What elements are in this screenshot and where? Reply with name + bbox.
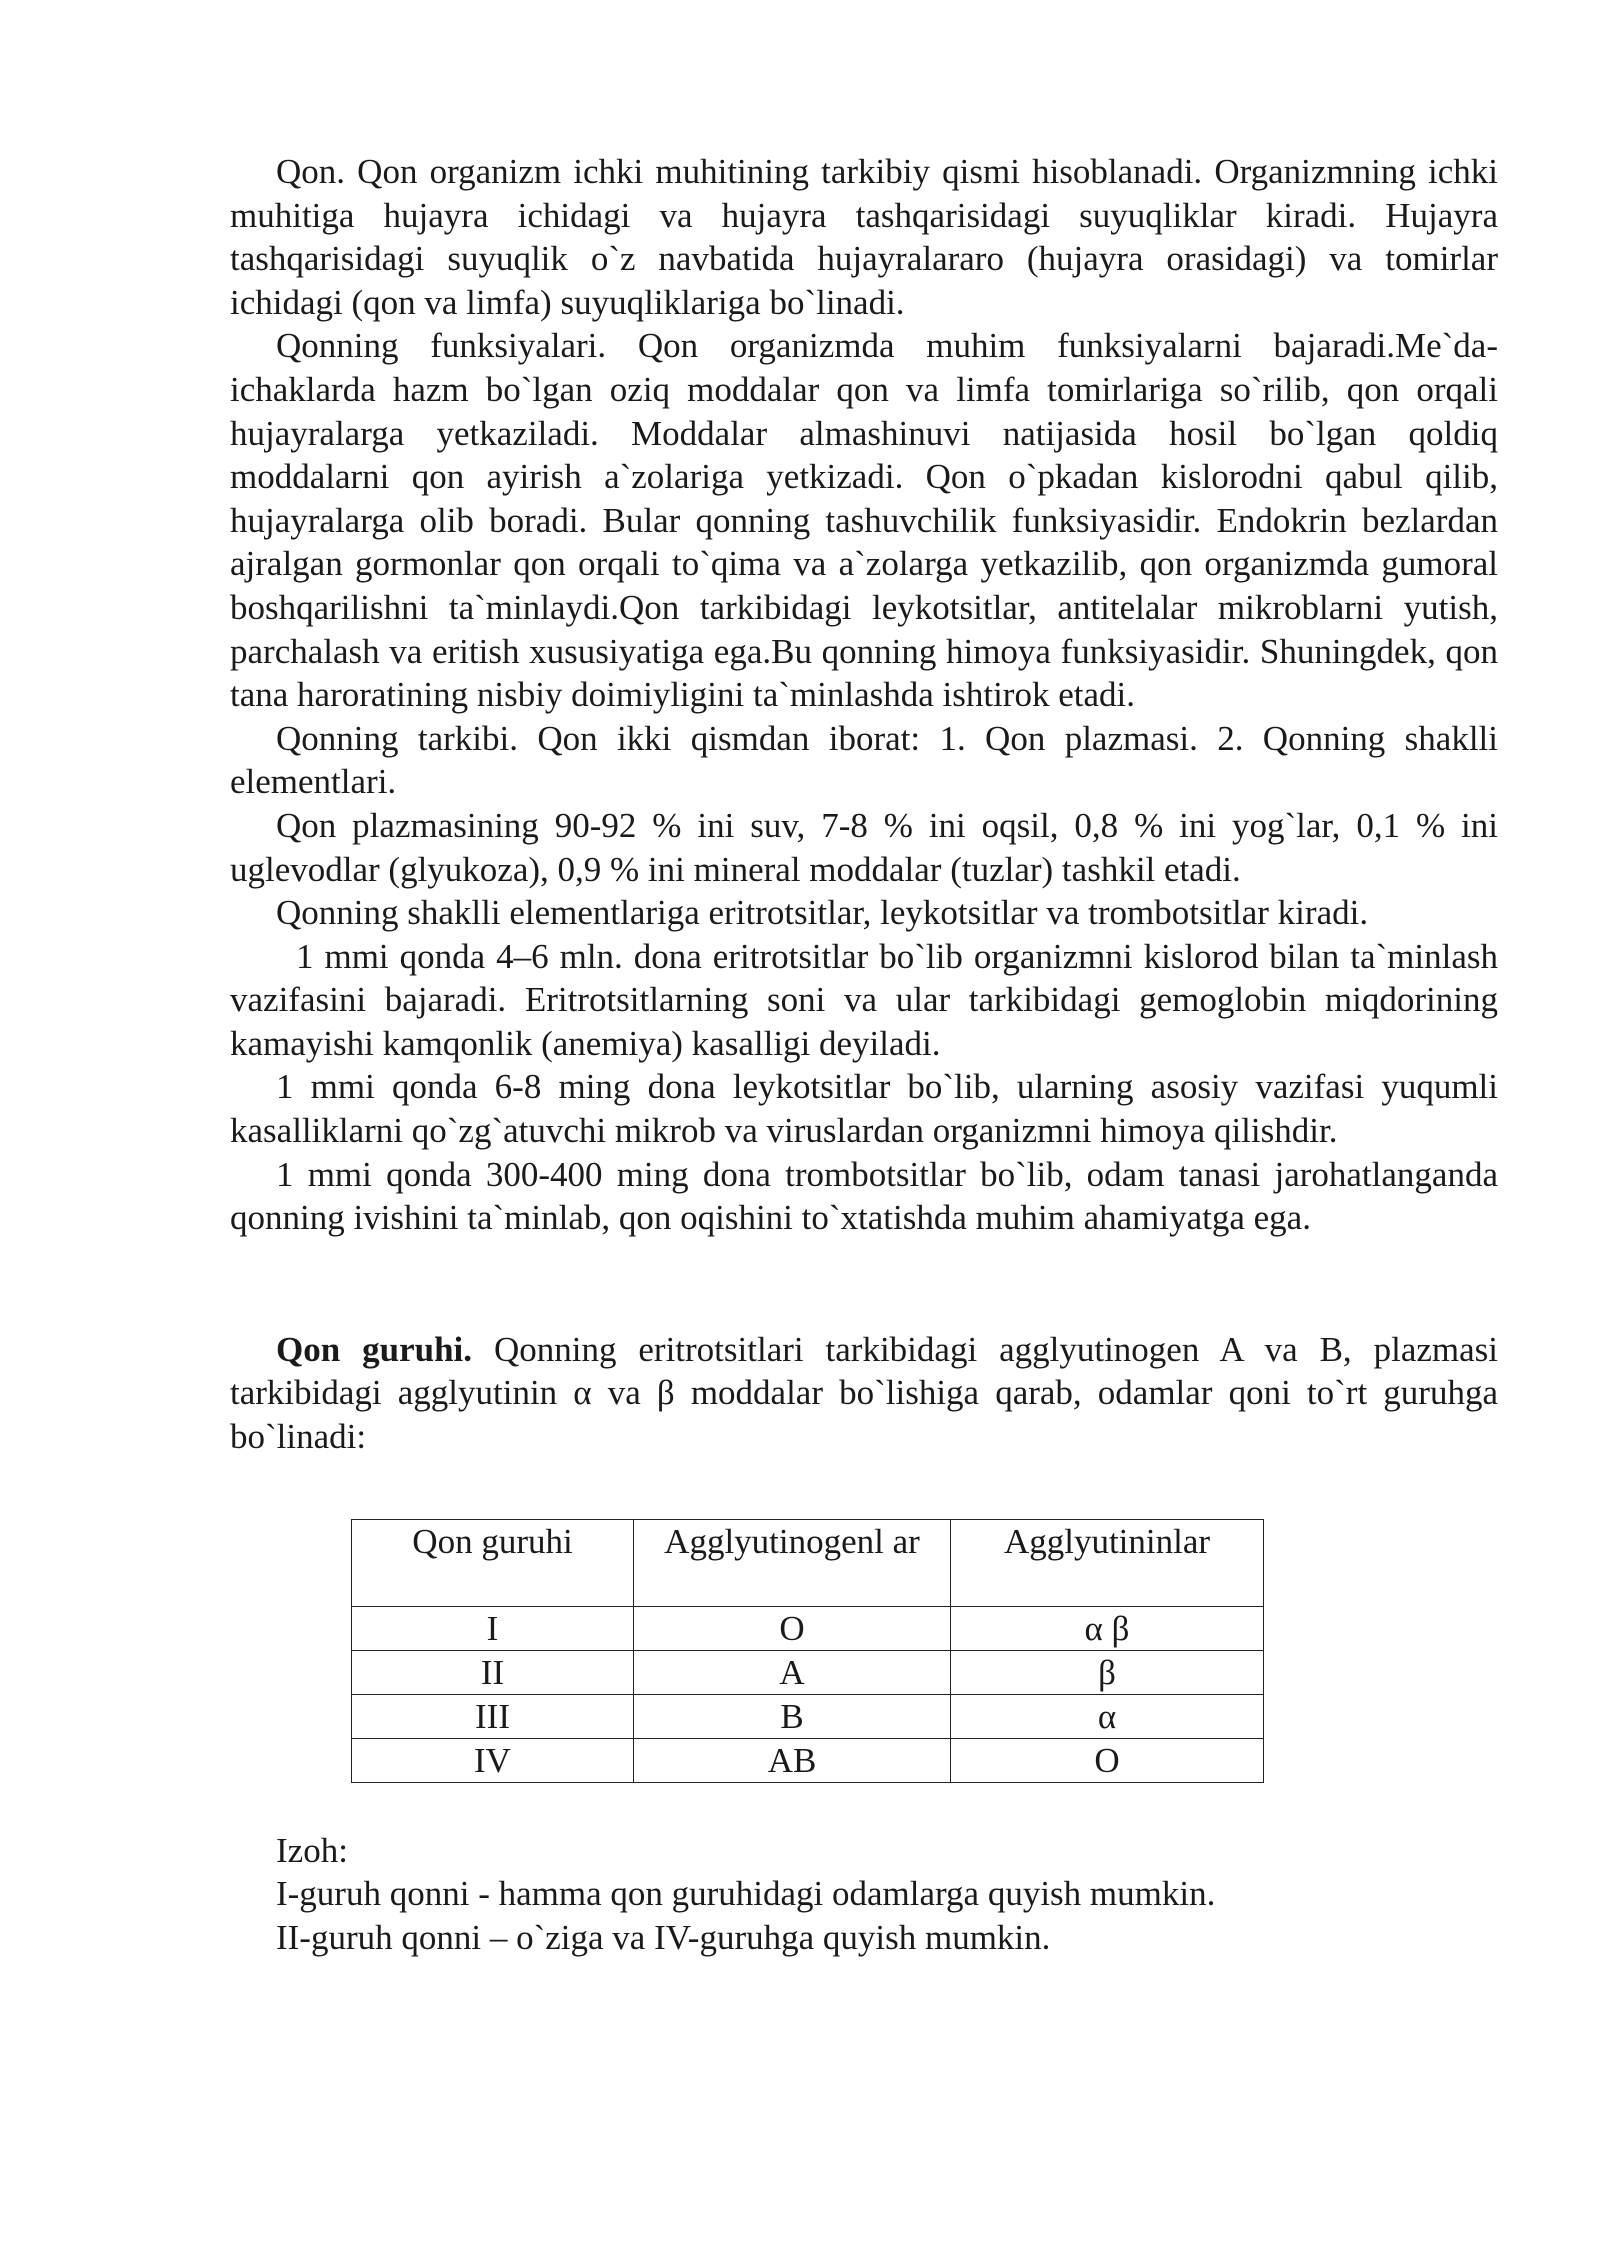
paragraph-qon: Qon. Qon organizm ichki muhitining tarkibiy qismi hisoblanadi. Organizmning ichki muhitiga hujayra ichidagi va hujayra tashqarisidagi suyuqliklar kiradi. Hujayra tashqarisidagi suyuqlik o`z navbatida hujayralararo (hujayra orasidagi) va tomirlar ichidagi (qon va limfa) suyuqliklariga bo`linadi. xyxy=(230,152,1498,322)
cell-group: I xyxy=(352,1606,634,1650)
paragraph-tarkibi: Qonning tarkibi. Qon ikki qismdan iborat: 1. Qon plazmasi. 2. Qonning shaklli elementlari. xyxy=(230,718,1498,802)
cell-group: II xyxy=(352,1650,634,1694)
header-agglyutinogenlar: Agglyutinogenl ar xyxy=(634,1519,951,1606)
table-row xyxy=(352,1694,1264,1738)
cell-agglyutinin: α xyxy=(951,1694,1264,1738)
cell-agglyutinogen: AB xyxy=(634,1738,951,1782)
cell-agglyutinogen: B xyxy=(634,1694,951,1738)
cell-agglyutinin: α β xyxy=(951,1606,1264,1650)
cell-agglyutinogen: A xyxy=(634,1650,951,1694)
paragraph-qon-guruhi xyxy=(230,1328,1498,1459)
table-row xyxy=(352,1606,1264,1650)
paragraph-leykotsitlar: 1 mmi qonda 6-8 ming dona leykotsitlar bo`lib, ularning asosiy vazifasi yuqumli kasalliklarni qo`zg`atuvchi mikrob va viruslardan organizmni himoya qilishdir. xyxy=(230,1067,1498,1151)
document-page xyxy=(230,150,1498,1959)
qon-guruhi-heading: Qon guruhi. xyxy=(276,1329,473,1369)
table-header-row xyxy=(352,1519,1264,1606)
header-qon-guruhi: Qon guruhi xyxy=(352,1519,634,1606)
cell-agglyutinin: O xyxy=(951,1738,1264,1782)
note-line: I-guruh qonni - hamma qon guruhidagi odamlarga quyish mumkin. xyxy=(276,1874,1216,1914)
cell-group: IV xyxy=(352,1738,634,1782)
paragraph-trombotsitlar: 1 mmi qonda 300-400 ming dona trombotsitlar bo`lib, odam tanasi jarohatlanganda qonning ivishini ta`minlab, qon oqishini to`xtatishda muhim ahamiyatga ega. xyxy=(230,1154,1498,1238)
cell-agglyutinogen: O xyxy=(634,1606,951,1650)
notes-section xyxy=(230,1829,1498,1960)
header-agglyutininlar: Agglyutininlar xyxy=(951,1519,1264,1606)
table-row xyxy=(352,1738,1264,1782)
paragraph-shaklli-elementlar: Qonning shaklli elementlariga eritrotsitlar, leykotsitlar va trombotsitlar kiradi. xyxy=(276,893,1369,933)
paragraph-plazma: Qon plazmasining 90-92 % ini suv, 7-8 % ini oqsil, 0,8 % ini yog`lar, 0,1 % ini uglevodlar (glyukoza), 0,9 % ini mineral moddalar (tuzlar) tashkil etadi. xyxy=(230,805,1498,889)
note-line: II-guruh qonni – o`ziga va IV-guruhga quyish mumkin. xyxy=(276,1917,1051,1957)
notes-title: Izoh: xyxy=(276,1830,348,1870)
cell-agglyutinin: β xyxy=(951,1650,1264,1694)
paragraph-funksiyalari: Qonning funksiyalari. Qon organizmda muhim funksiyalarni bajaradi.Me`da-ichaklarda hazm bo`lgan oziq moddalar qon va limfa tomirlariga so`rilib, qon orqali hujayralarga yetkaziladi. Moddalar almashinuvi natijasida hosil bo`lgan qoldiq moddalarni qon ayirish a`zolariga yetkizadi. Qon o`pkadan kislorodni qabul qilib, hujayralarga olib boradi. Bular qonning tashuvchilik funksiyasidir. Endokrin bezlardan ajralgan gormonlar qon orqali to`qima va a`zolarga yetkazilib, qon organizmda gumoral boshqarilishni ta`minlaydi.Qon tarkibidagi leykotsitlar, antitelalar mikroblarni yutish, parchalash va eritish xususiyatiga ega.Bu qonning himoya funksiyasidir. Shuningdek, qon tana haroratining nisbiy doimiyligini ta`minlashda ishtirok etadi. xyxy=(230,326,1498,715)
qon-guruhi-text: Qonning eritrotsitlari tarkibidagi agglyutinogen A va B, plazmasi tarkibidagi agglyutinin α va β moddalar bo`lishiga qarab, odamlar qoni to`rt guruhga bo`linadi: xyxy=(230,1329,1498,1457)
cell-group: III xyxy=(352,1694,634,1738)
blood-group-table xyxy=(351,1519,1264,1783)
section-spacer xyxy=(230,1240,1498,1328)
paragraph-eritrotsitlar: 1 mmi qonda 4–6 mln. dona eritrotsitlar bo`lib organizmni kislorod bilan ta`minlash vazifasini bajaradi. Eritrotsitlarning soni va ular tarkibidagi gemoglobin miqdorining kamayishi kamqonlik (anemiya) kasalligi deyiladi. xyxy=(230,936,1498,1063)
table-row xyxy=(352,1650,1264,1694)
